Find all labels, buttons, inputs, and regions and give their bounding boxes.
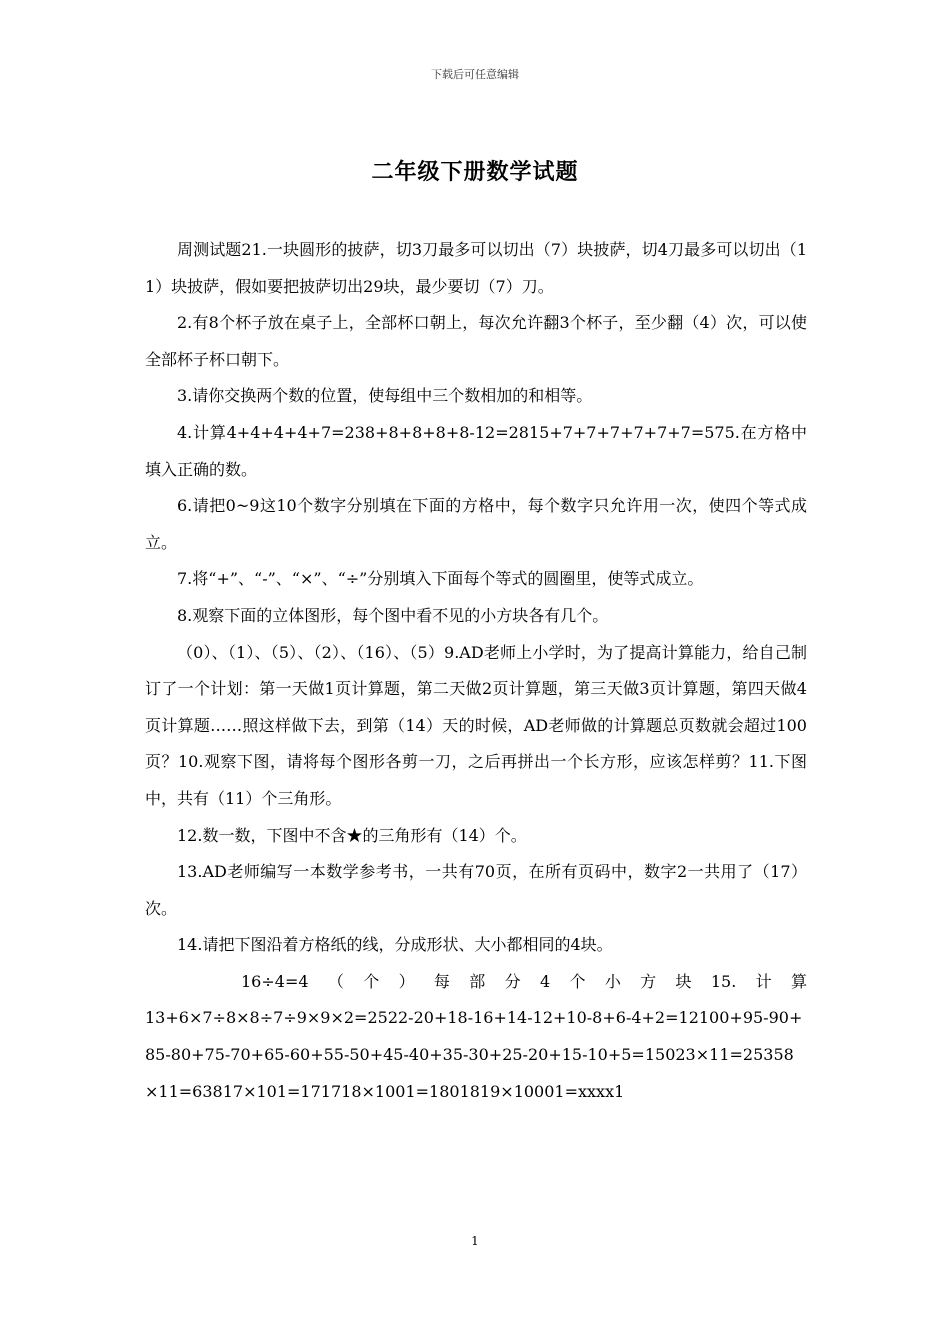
paragraph-2: 2.有8个杯子放在桌子上，全部杯口朝上，每次允许翻3个杯子，至少翻（4）次，可以使全部杯子杯口朝下。	[145, 313, 807, 369]
paragraph-15-rest: 13+6×7÷8×8÷7÷9×9×2=2522-20+18-16+14-12+10-8+6-4+2=12100+95-90+85-80+75-70+65-60+55-50+45-40+35-30+25-20+15-10+5=15023×11=25358×11=63817×101=171718×1001=1801819×10001=xxxx1	[145, 1008, 803, 1101]
paragraph-3: 3.请你交换两个数的位置，使每组中三个数相加的和相等。	[177, 386, 593, 406]
paragraph-14: 14.请把下图沿着方格纸的线，分成形状、大小都相同的4块。	[177, 935, 613, 955]
paragraph-4: 4.计算4+4+4+4+7=238+8+8+8+8-12=2815+7+7+7+7+7+7=575.在方格中填入正确的数。	[145, 422, 807, 479]
paragraph-12: 12.数一数，下图中不含★的三角形有（14）个。	[177, 825, 527, 845]
page-header: 下载后可任意编辑	[431, 68, 519, 81]
page-number: 1	[471, 1234, 479, 1248]
paragraph-8: 8.观察下面的立体图形，每个图中看不见的小方块各有几个。	[177, 605, 609, 625]
paragraph-1: 周测试题21.一块圆形的披萨，切3刀最多可以切出（7）块披萨，切4刀最多可以切出（11）块披萨，假如要把披萨切出29块，最少要切（7）刀。	[145, 240, 807, 296]
paragraph-9-11: （0）、（1）、（5）、（2）、（16）、（5）9.AD老师上小学时，为了提高计算能力，给自己制订了一个计划：第一天做1页计算题，第二天做2页计算题，第三天做3页计算题，第四天做4页计算题……照这样做下去，到第（14）天的时候，AD老师做的计算题总页数就会超过100页？10.观察下图，请将每个图形各剪一刀，之后再拼出一个长方形，应该怎样剪？11.下图中，共有（11）个三角形。	[145, 642, 807, 808]
paragraph-6: 6.请把0~9这10个数字分别填在下面的方格中，每个数字只允许用一次，使四个等式成立。	[145, 496, 807, 552]
document-body	[145, 232, 807, 1110]
paragraph-7: 7.将“+”、“-”、“×”、“÷”分别填入下面每个等式的圆圈里，使等式成立。	[177, 569, 704, 589]
document-title: 二年级下册数学试题	[371, 159, 579, 185]
paragraph-13: 13.AD老师编写一本数学参考书，一共有70页，在所有页码中，数字2一共用了（17）次。	[145, 862, 807, 918]
paragraph-15-line1: 16÷4=4（个）每部分4个小方块15.计算	[241, 971, 807, 991]
